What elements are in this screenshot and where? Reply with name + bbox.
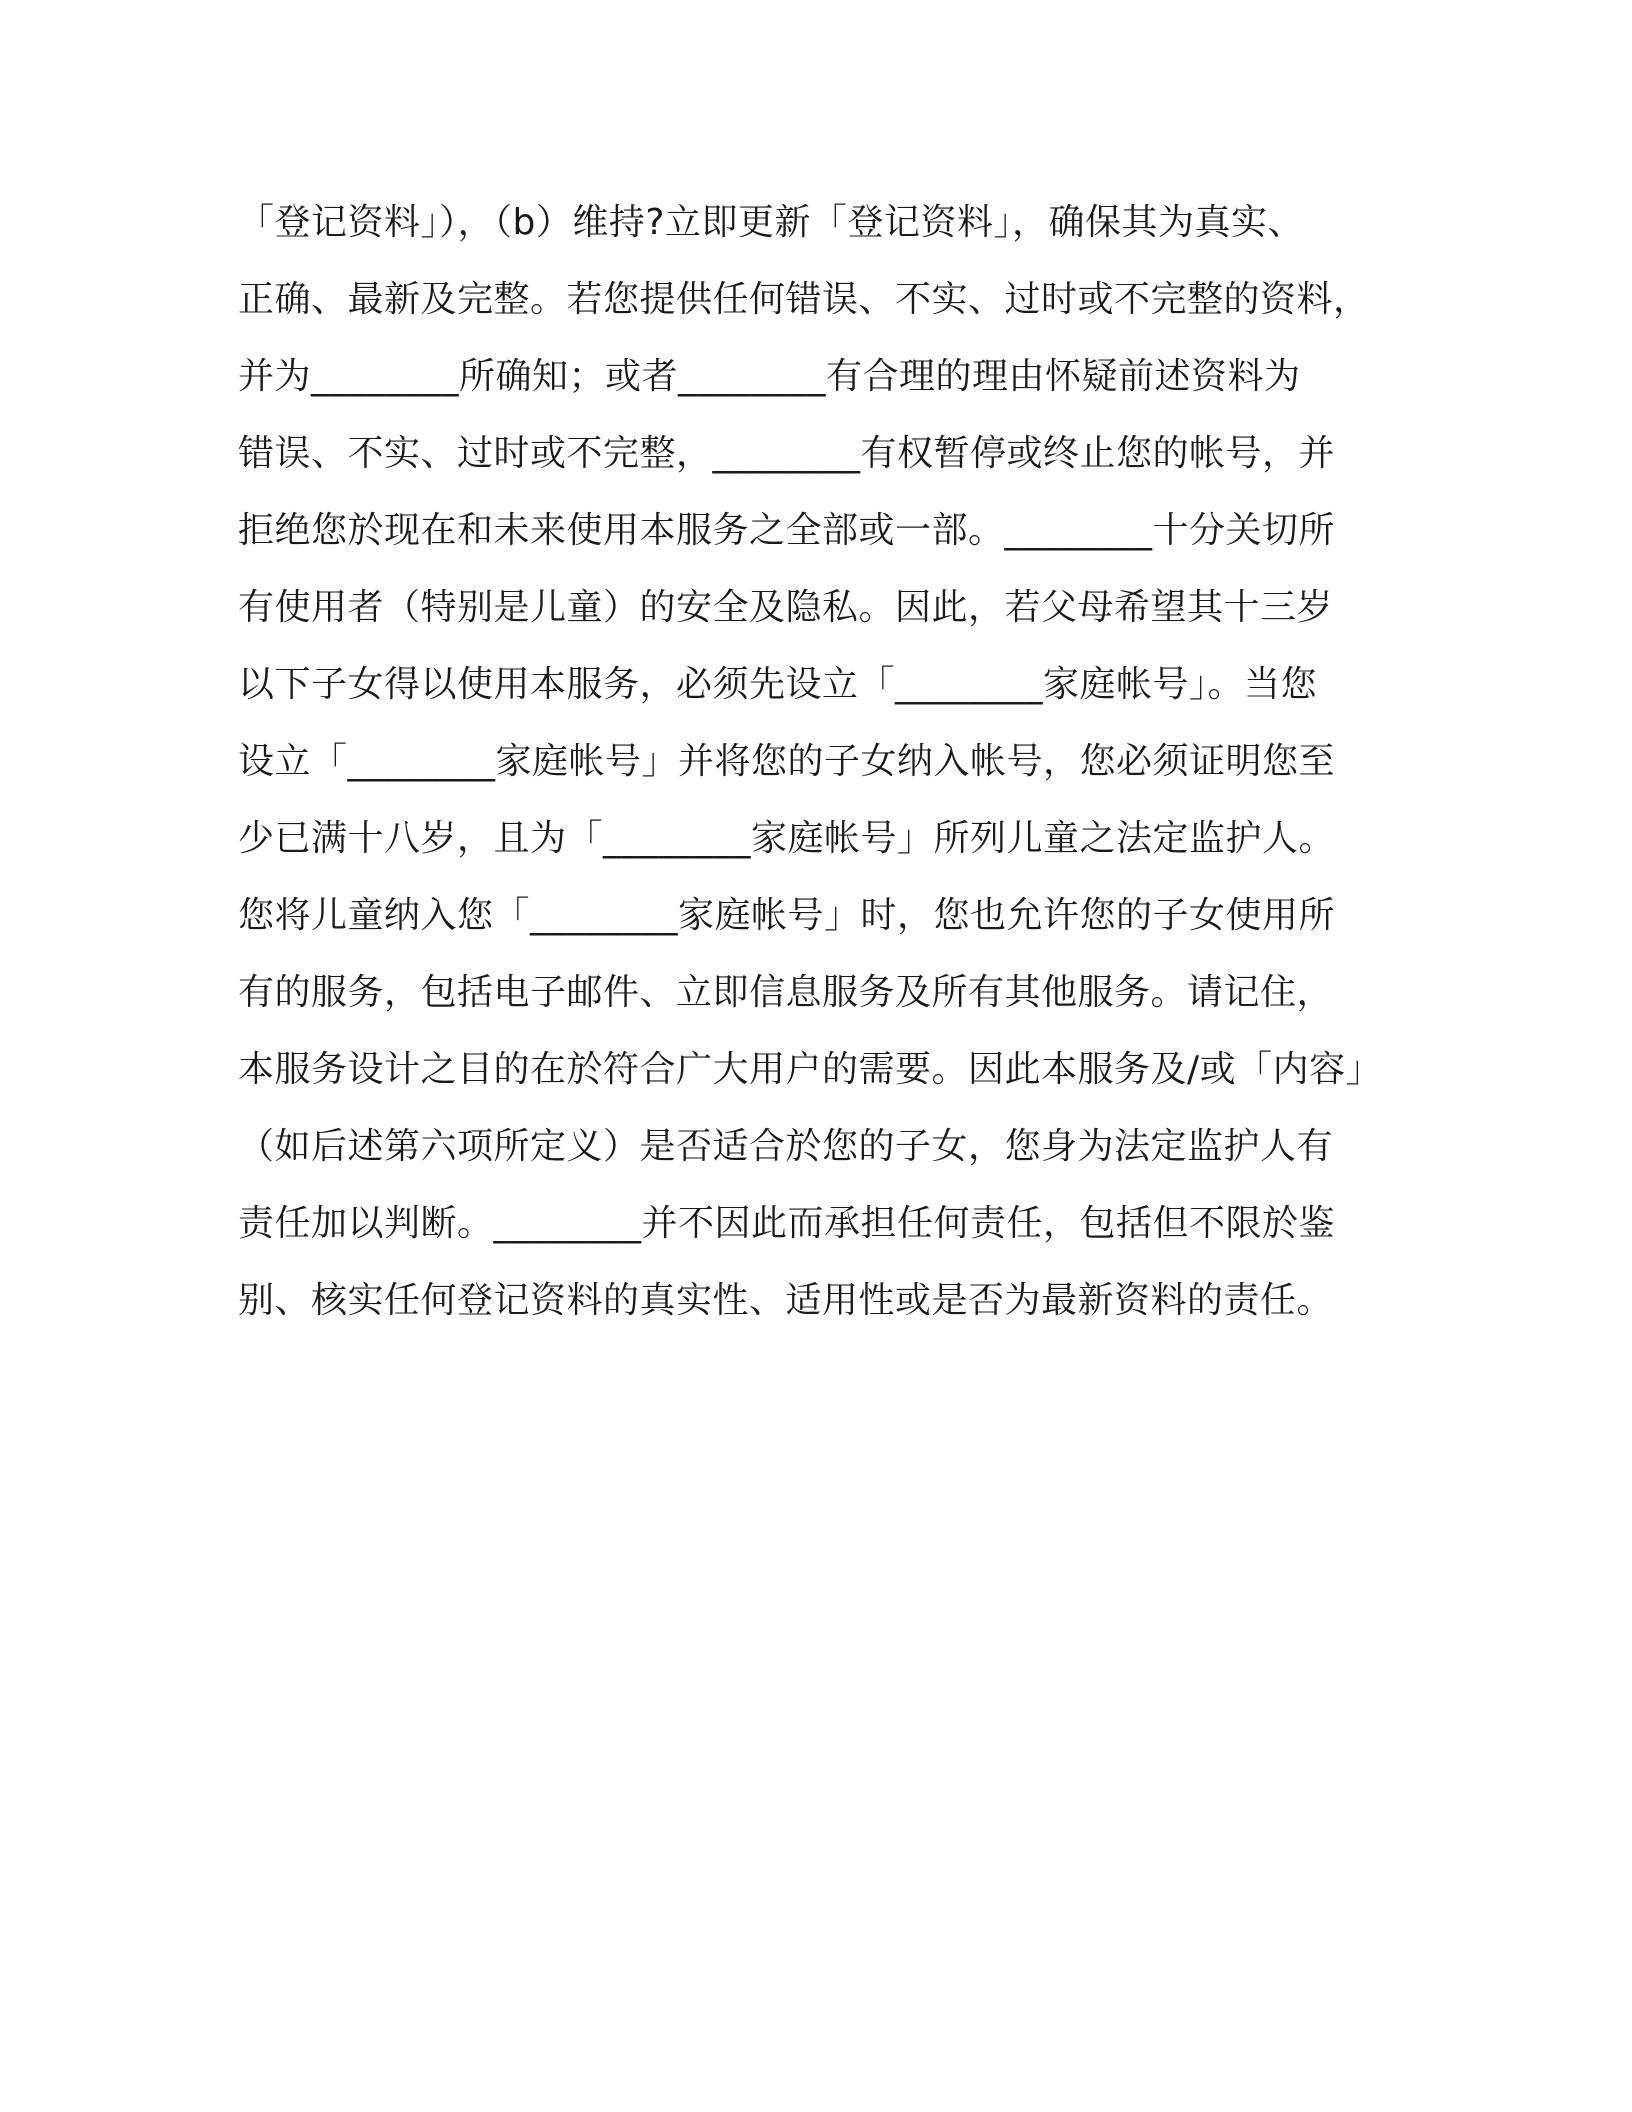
text-line: 「登记资料」），（b）维持?立即更新「登记资料」，确保其为真实、 xyxy=(238,202,1304,243)
text-line: 责任加以判断。________并不因此而承担任何责任，包括但不限於鉴 xyxy=(238,1203,1336,1244)
text-line: （如后述第六项所定义）是否适合於您的子女，您身为法定监护人有 xyxy=(238,1126,1334,1167)
body-text xyxy=(238,184,1418,1339)
text-line: 别、核实任何登记资料的真实性、适用性或是否为最新资料的责任。 xyxy=(238,1280,1334,1321)
text-line: 以下子女得以使用本服务，必须先设立「________家庭帐号」。当您 xyxy=(238,664,1318,705)
text-line: 正确、最新及完整。若您提供任何错误、不实、过时或不完整的资料， xyxy=(238,279,1370,320)
text-line: 本服务设计之目的在於符合广大用户的需要。因此本服务及/或「内容」 xyxy=(238,1049,1383,1090)
text-line: 有使用者（特别是儿童）的安全及隐私。因此，若父母希望其十三岁 xyxy=(238,587,1334,628)
text-line: 错误、不实、过时或不完整，________有权暂停或终止您的帐号，并 xyxy=(238,433,1336,474)
text-line: 并为________所确知；或者________有合理的理由怀疑前述资料为 xyxy=(238,356,1301,397)
text-line: 有的服务，包括电子邮件、立即信息服务及所有其他服务。请记住， xyxy=(238,972,1334,1013)
text-line: 设立「________家庭帐号」并将您的子女纳入帐号，您必须证明您至 xyxy=(238,741,1336,782)
text-line: 少已满十八岁，且为「________家庭帐号」所列儿童之法定监护人。 xyxy=(238,818,1336,859)
text-line: 您将儿童纳入您「________家庭帐号」时，您也允许您的子女使用所 xyxy=(238,895,1336,936)
text-line: 拒绝您於现在和未来使用本服务之全部或一部。________十分关切所 xyxy=(238,510,1336,551)
